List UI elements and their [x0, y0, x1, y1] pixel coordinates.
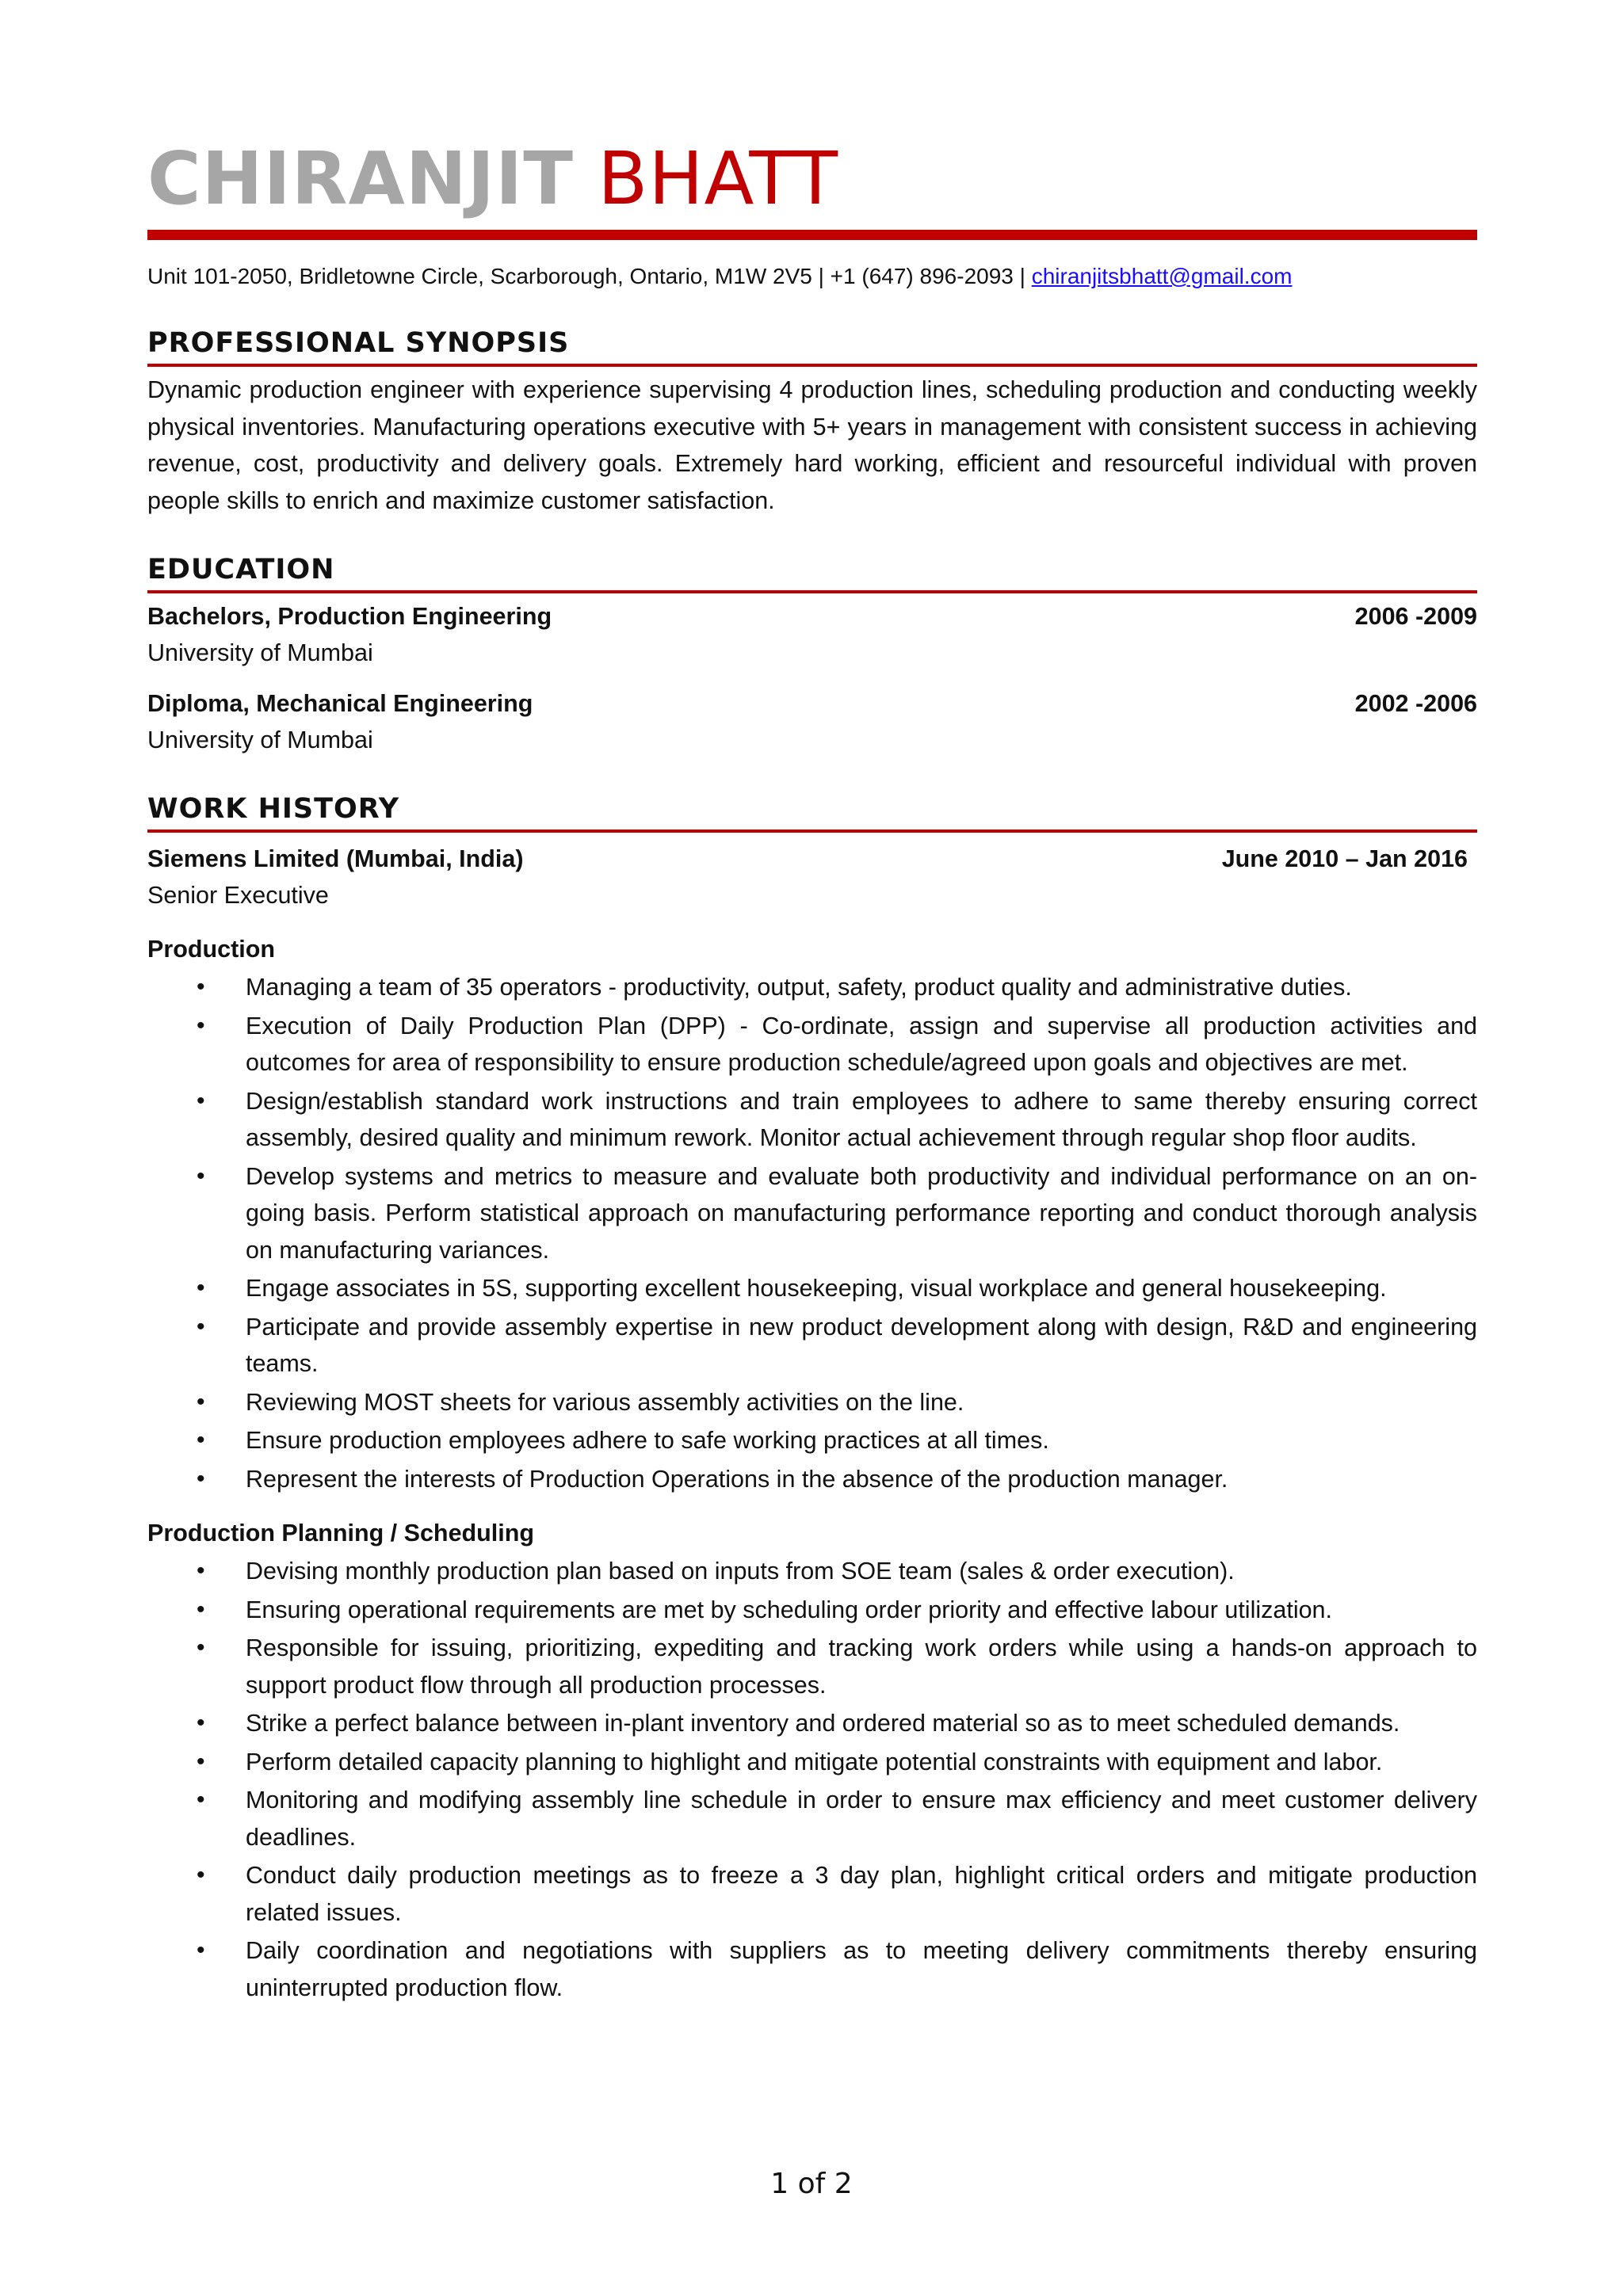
- bullet-icon: •: [197, 1012, 205, 1039]
- list-item: • Monitoring and modifying assembly line schedule in order to ensure max efficiency and meet customer delivery deadlines.: [147, 1782, 1477, 1855]
- degree: Bachelors, Production Engineering: [147, 603, 552, 630]
- work-history-divider: [147, 830, 1477, 833]
- synopsis-divider: [147, 364, 1477, 367]
- job-header: [147, 841, 1477, 877]
- list-item: • Conduct daily production meetings as to freeze a 3 day plan, highlight critical orders and mitigate production related issues.: [147, 1857, 1477, 1931]
- list-item: • Participate and provide assembly expertise in new product development along with design, R&D and engineering teams.: [147, 1309, 1477, 1383]
- bullet-icon: •: [197, 1388, 205, 1415]
- education-entry: [147, 685, 1477, 758]
- degree-years: 2006 -2009: [1354, 603, 1477, 630]
- header-divider: [147, 230, 1477, 240]
- list-item: • Develop systems and metrics to measure and evaluate both productivity and individual performance on an on-going basis. Perform statistical approach on manufacturing performance reporting and conduct thorough analysis on manufacturing variances.: [147, 1158, 1477, 1269]
- list-item: • Perform detailed capacity planning to highlight and mitigate potential constraints with equipment and labor.: [147, 1744, 1477, 1781]
- school: University of Mumbai: [147, 639, 373, 666]
- list-item: • Responsible for issuing, prioritizing, expediting and tracking work orders while using a hands-on approach to support product flow through all production processes.: [147, 1630, 1477, 1703]
- degree-years: 2002 -2006: [1354, 690, 1477, 717]
- list-item: • Managing a team of 35 operators - productivity, output, safety, product quality and administrative duties.: [147, 969, 1477, 1006]
- school: University of Mumbai: [147, 727, 373, 753]
- page-number: 1 of 2: [770, 2168, 853, 2200]
- bullet-icon: •: [197, 1596, 205, 1623]
- education-divider: [147, 590, 1477, 593]
- email-link[interactable]: chiranjitsbhatt@gmail.com: [1031, 264, 1293, 288]
- candidate-name: [147, 135, 1477, 223]
- bullet-icon: •: [197, 1710, 205, 1736]
- job-dates: June 2010 – Jan 2016: [1221, 845, 1468, 872]
- list-item: • Ensuring operational requirements are met by scheduling order priority and effective labour utilization.: [147, 1592, 1477, 1629]
- bullet-icon: •: [197, 1748, 205, 1775]
- list-item: • Strike a perfect balance between in-plant inventory and ordered material so as to meet scheduled demands.: [147, 1705, 1477, 1742]
- resume-page: [147, 135, 1477, 2008]
- list-item: • Represent the interests of Production Operations in the absence of the production manager.: [147, 1461, 1477, 1498]
- bullet-icon: •: [197, 1087, 205, 1114]
- bullet-icon: •: [197, 1937, 205, 1963]
- list-item: • Devising monthly production plan based on inputs from SOE team (sales & order execution).: [147, 1553, 1477, 1590]
- work-history-title: WORK HISTORY: [147, 793, 400, 825]
- responsibility-heading: Production: [147, 936, 275, 963]
- contact-line: [147, 264, 1477, 289]
- bullet-icon: •: [197, 1634, 205, 1661]
- education-entry: [147, 598, 1477, 671]
- first-name: CHIRANJIT: [147, 136, 574, 221]
- bullet-icon: •: [197, 1787, 205, 1813]
- last-name: BHATT: [598, 136, 839, 221]
- bullet-icon: •: [197, 1162, 205, 1189]
- bullet-icon: •: [197, 1275, 205, 1301]
- bullet-icon: •: [197, 1465, 205, 1492]
- list-item: • Ensure production employees adhere to safe working practices at all times.: [147, 1422, 1477, 1459]
- production-list: [147, 969, 1477, 1497]
- bullet-icon: •: [197, 1313, 205, 1340]
- bullet-icon: •: [197, 1862, 205, 1888]
- bullet-icon: •: [197, 1558, 205, 1584]
- list-item: • Reviewing MOST sheets for various assembly activities on the line.: [147, 1384, 1477, 1421]
- planning-list: [147, 1553, 1477, 2006]
- synopsis-title: PROFESSIONAL SYNOPSIS: [147, 327, 570, 359]
- list-item: • Engage associates in 5S, supporting excellent housekeeping, visual workplace and general housekeeping.: [147, 1270, 1477, 1307]
- responsibility-heading: Production Planning / Scheduling: [147, 1520, 534, 1547]
- contact-details: Unit 101-2050, Bridletowne Circle, Scarborough, Ontario, M1W 2V5 | +1 (647) 896-2093 |: [147, 264, 1032, 288]
- list-item: • Execution of Daily Production Plan (DPP) - Co-ordinate, assign and supervise all production activities and outcomes for area of responsibility to ensure production schedule/agreed upon goals and objectives are met.: [147, 1008, 1477, 1081]
- education-title: EDUCATION: [147, 554, 335, 585]
- list-item: • Daily coordination and negotiations with suppliers as to meeting delivery commitments thereby ensuring uninterrupted production flow.: [147, 1932, 1477, 2006]
- bullet-icon: •: [197, 1427, 205, 1453]
- degree: Diploma, Mechanical Engineering: [147, 690, 533, 717]
- company-name: Siemens Limited (Mumbai, India): [147, 845, 524, 872]
- job-title: Senior Executive: [147, 882, 329, 909]
- list-item: • Design/establish standard work instructions and train employees to adhere to same thereby ensuring correct assembly, desired quality and minimum rework. Monitor actual achievement through regular shop floor audits.: [147, 1083, 1477, 1157]
- bullet-icon: •: [197, 974, 205, 1000]
- synopsis-text: Dynamic production engineer with experience supervising 4 production lines, scheduling production and conducting weekly physical inventories. Manufacturing operations executive with 5+ years in management with consistent success in achieving revenue, cost, productivity and delivery goals. Extremely hard working, efficient and resourceful individual with proven people skills to enrich and maximize customer satisfaction.: [147, 376, 1477, 514]
